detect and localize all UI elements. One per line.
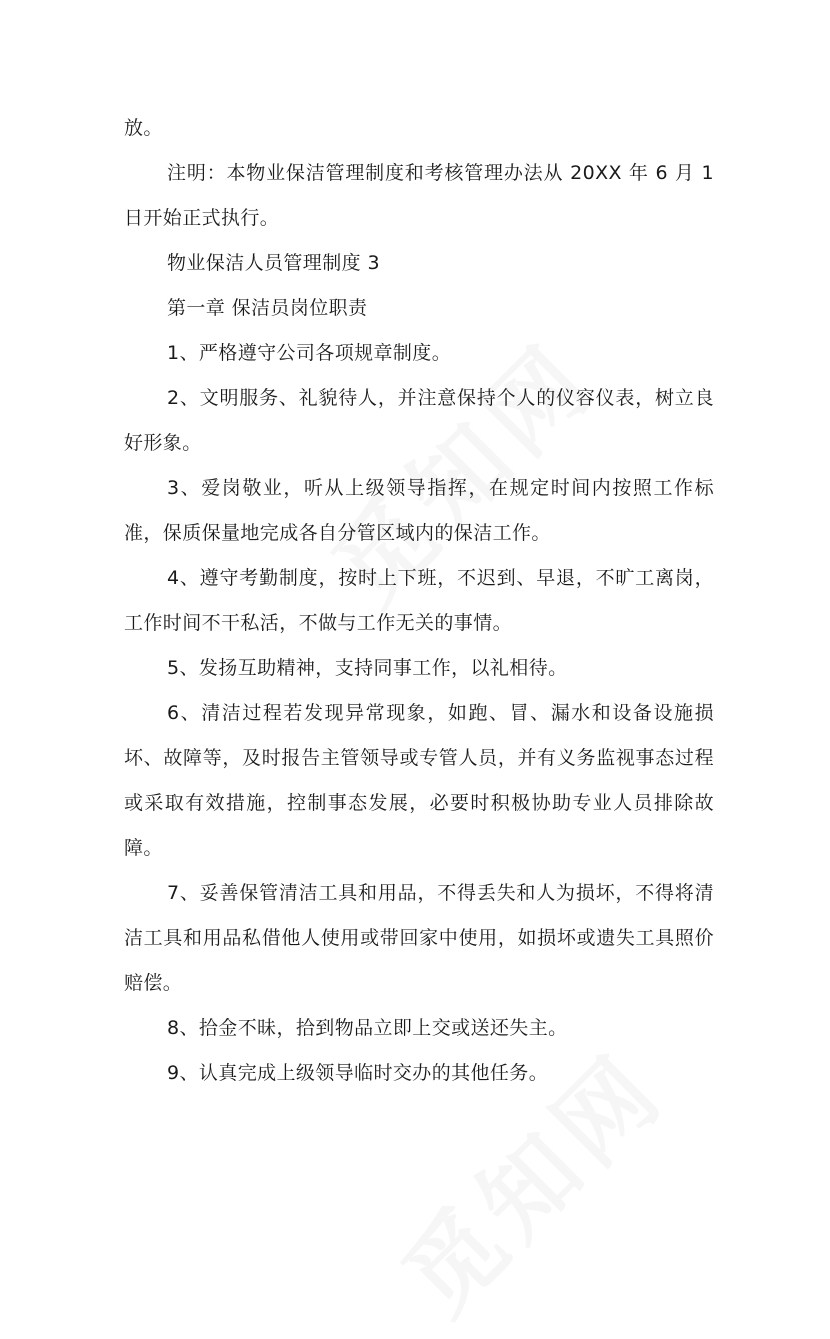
list-item: 4、遵守考勤制度，按时上下班，不迟到、早退，不旷工离岗，工作时间不干私活，不做与工作无关的事情。 [124, 567, 714, 634]
chapter-heading: 第一章 保洁员岗位职责 [167, 297, 368, 319]
list-item: 7、妥善保管清洁工具和用品，不得丢失和人为损坏，不得将清洁工具和用品私借他人使用或带回家中使用，如损坏或遗失工具照价赔偿。 [124, 882, 714, 994]
list-item: 5、发扬互助精神，支持同事工作，以礼相待。 [167, 657, 568, 679]
list-item: 3、爱岗敬业，听从上级领导指挥，在规定时间内按照工作标准，保质保量地完成各自分管区域内的保洁工作。 [124, 477, 714, 544]
section-title: 物业保洁人员管理制度 3 [167, 252, 380, 274]
list-item: 1、严格遵守公司各项规章制度。 [167, 342, 452, 364]
list-item: 2、文明服务、礼貌待人，并注意保持个人的仪容仪表，树立良好形象。 [124, 387, 714, 454]
list-item: 9、认真完成上级领导临时交办的其他任务。 [167, 1062, 549, 1084]
document-body [124, 106, 714, 1096]
list-item: 8、拾金不昧，拾到物品立即上交或送还失主。 [167, 1017, 568, 1039]
paragraph-note: 注明：本物业保洁管理制度和考核管理办法从 20XX 年 6 月 1 日开始正式执行。 [124, 162, 714, 229]
paragraph-continuation: 放。 [124, 117, 163, 139]
list-item: 6、清洁过程若发现异常现象，如跑、冒、漏水和设备设施损坏、故障等，及时报告主管领导或专管人员，并有义务监视事态过程或采取有效措施，控制事态发展，必要时积极协助专业人员排除故障。 [124, 702, 714, 859]
